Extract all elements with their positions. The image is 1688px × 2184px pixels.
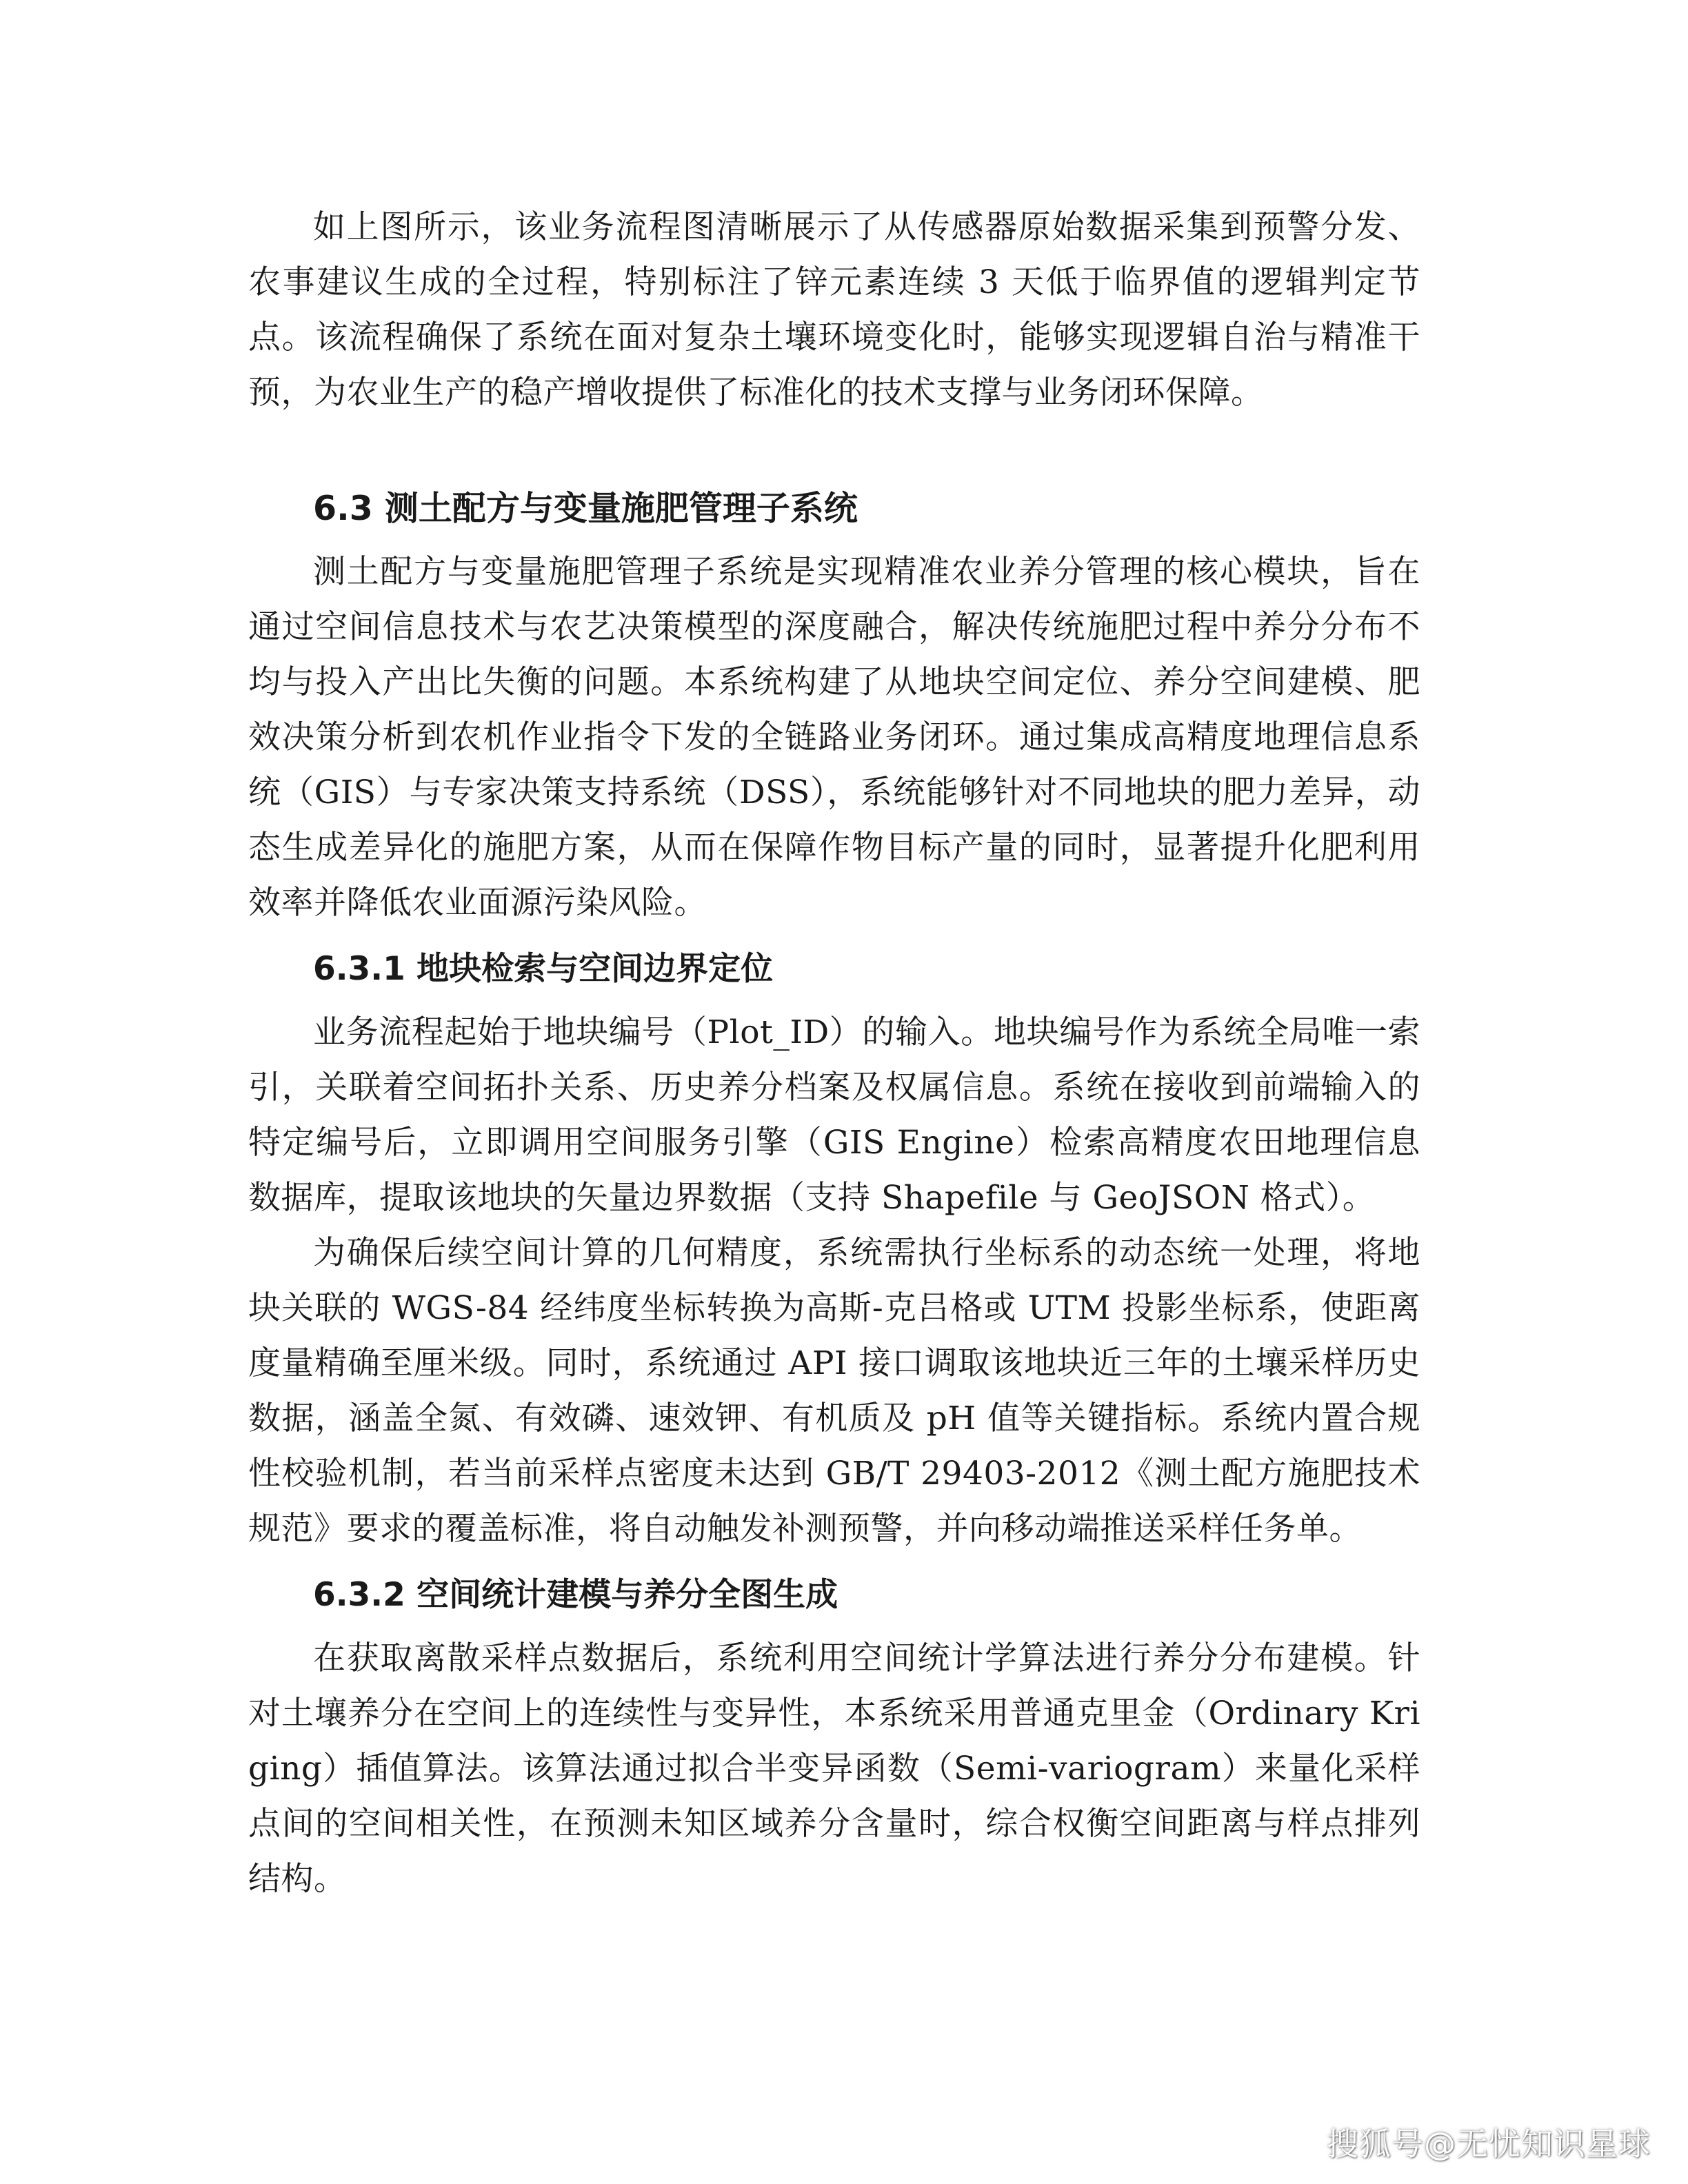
paragraph-6-3: 测土配方与变量施肥管理子系统是实现精准农业养分管理的核心模块，旨在通过空间信息技术与农艺决策模型的深度融合，解决传统施肥过程中养分分布不均与投入产出比失衡的问题。本系统构建了从地块空间定位、养分空间建模、肥效决策分析到农机作业指令下发的全链路业务闭环。通过集成高精度地理信息系统（GIS）与专家决策支持系统（DSS），系统能够针对不同地块的肥力差异，动态生成差异化的施肥方案，从而在保障作物目标产量的同时，显著提升化肥利用效率并降低农业面源污染风险。 — [248, 553, 1420, 922]
paragraph-6-3-1-b: 为确保后续空间计算的几何精度，系统需执行坐标系的动态统一处理，将地块关联的 WGS-84 经纬度坐标转换为高斯-克吕格或 UTM 投影坐标系，使距离度量精确至厘米级。同时，系统通过 API 接口调取该地块近三年的土壤采样历史数据，涵盖全氮、有效磷、速效钾、有机质及 pH 值等关键指标。系统内置合规性校验机制，若当前采样点密度未达到 GB/T 29403-2012《测土配方施肥技术规范》要求的覆盖标准，将自动触发补测预警，并向移动端推送采样任务单。 — [248, 1234, 1420, 1548]
heading-6-3-1: 6.3.1 地块检索与空间边界定位 — [313, 950, 774, 988]
paragraph-6-3-2: 在获取离散采样点数据后，系统利用空间统计学算法进行养分分布建模。针对土壤养分在空间上的连续性与变异性，本系统采用普通克里金（Ordinary Kriging）插值算法。该算法通过拟合半变异函数（Semi-variogram）来量化采样点间的空间相关性，在预测未知区域养分含量时，综合权衡空间距离与样点排列结构。 — [248, 1639, 1420, 1898]
heading-6-3-2: 6.3.2 空间统计建模与养分全图生成 — [313, 1576, 838, 1614]
document-body — [248, 200, 1420, 1907]
paragraph-intro: 如上图所示，该业务流程图清晰展示了从传感器原始数据采集到预警分发、农事建议生成的全过程，特别标注了锌元素连续 3 天低于临界值的逻辑判定节点。该流程确保了系统在面对复杂土壤环境变化时，能够实现逻辑自治与精准干预，为农业生产的稳产增收提供了标准化的技术支撑与业务闭环保障。 — [248, 208, 1420, 412]
watermark: 搜狐号@无忧知识星球 — [1327, 2125, 1651, 2163]
paragraph-6-3-1-a: 业务流程起始于地块编号（Plot_ID）的输入。地块编号作为系统全局唯一索引，关联着空间拓扑关系、历史养分档案及权属信息。系统在接收到前端输入的特定编号后，立即调用空间服务引擎（GIS Engine）检索高精度农田地理信息数据库，提取该地块的矢量边界数据（支持 Shapefile 与 GeoJSON 格式）。 — [248, 1013, 1420, 1217]
heading-6-3: 6.3 测土配方与变量施肥管理子系统 — [313, 489, 858, 528]
